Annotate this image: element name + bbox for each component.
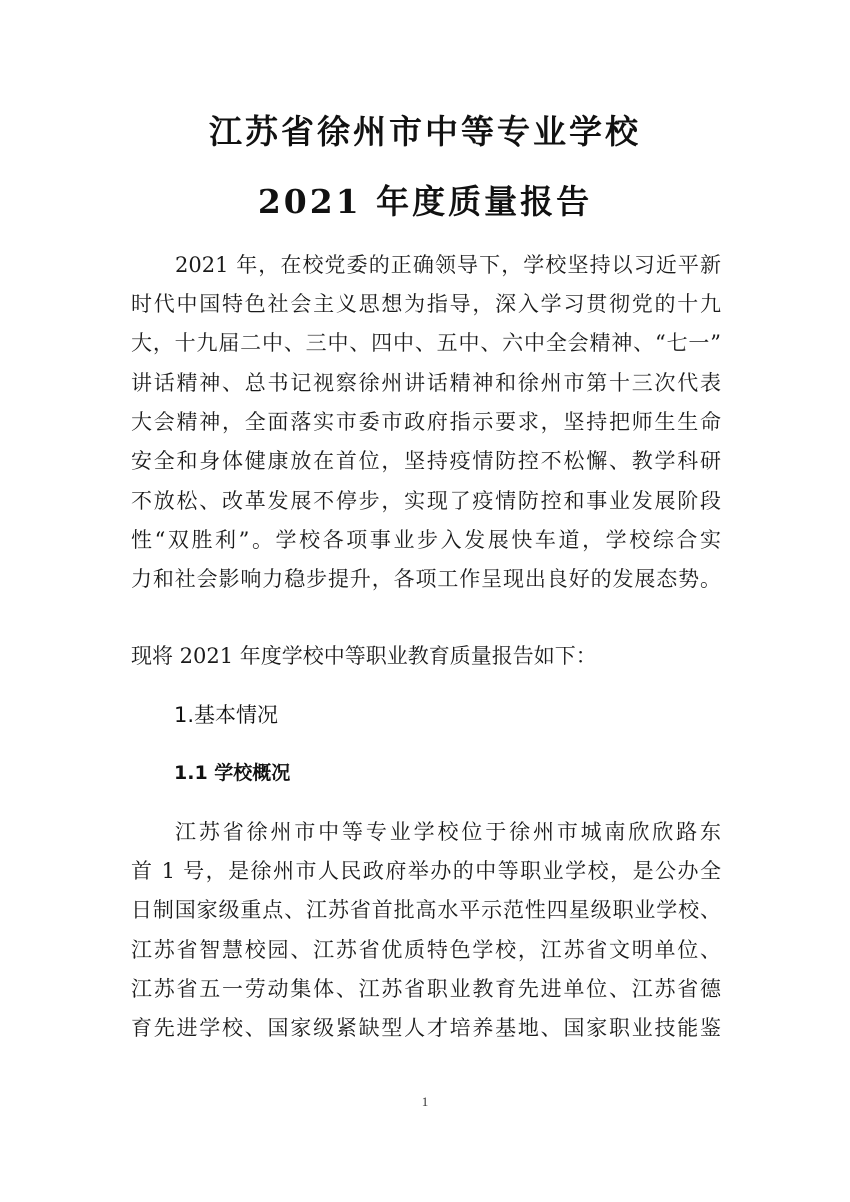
paragraph-line: 时代中国特色社会主义思想为指导，深入学习贯彻党的十九 [131,292,721,316]
subsection-heading-school-overview: 1.1 学校概况 [174,762,291,784]
paragraph-line: 不放松、改革发展不停步，实现了疫情防控和事业发展阶段 [131,489,721,513]
paragraph-line: 江苏省徐州市中等专业学校位于徐州市城南欣欣路东 [175,820,721,844]
paragraph-line: 日制国家级重点、江苏省首批高水平示范性四星级职业学校、 [131,898,721,922]
paragraph-line: 首 1 号，是徐州市人民政府举办的中等职业学校，是公办全 [131,859,721,883]
paragraph-line: 安全和身体健康放在首位，坚持疫情防控不松懈、教学科研 [131,449,721,473]
paragraph-line: 2021 年，在校党委的正确领导下，学校坚持以习近平新 [175,253,721,277]
paragraph-line: 现将 2021 年度学校中等职业教育质量报告如下： [131,644,597,668]
paragraph-line: 大，十九届二中、三中、四中、五中、六中全会精神、“七一” [131,331,721,355]
paragraph-line: 江苏省智慧校园、江苏省优质特色学校，江苏省文明单位、 [131,938,721,962]
document-title-line2: 2021 年度质量报告 [257,182,593,221]
document-title-line1: 江苏省徐州市中等专业学校 [209,112,641,151]
paragraph-line: 力和社会影响力稳步提升，各项工作呈现出良好的发展态势。 [131,567,721,591]
paragraph-line: 讲话精神、总书记视察徐州讲话精神和徐州市第十三次代表 [131,371,721,395]
page-number: 1 [421,1094,429,1109]
section-heading-basic-info: 1.基本情况 [174,703,279,727]
paragraph-line: 性“双胜利”。学校各项事业步入发展快车道，学校综合实 [131,528,721,552]
paragraph-line: 江苏省五一劳动集体、江苏省职业教育先进单位、江苏省德 [131,977,721,1001]
paragraph-line: 育先进学校、国家级紧缺型人才培养基地、国家职业技能鉴 [131,1016,721,1040]
paragraph-line: 大会精神，全面落实市委市政府指示要求，坚持把师生生命 [131,410,721,434]
